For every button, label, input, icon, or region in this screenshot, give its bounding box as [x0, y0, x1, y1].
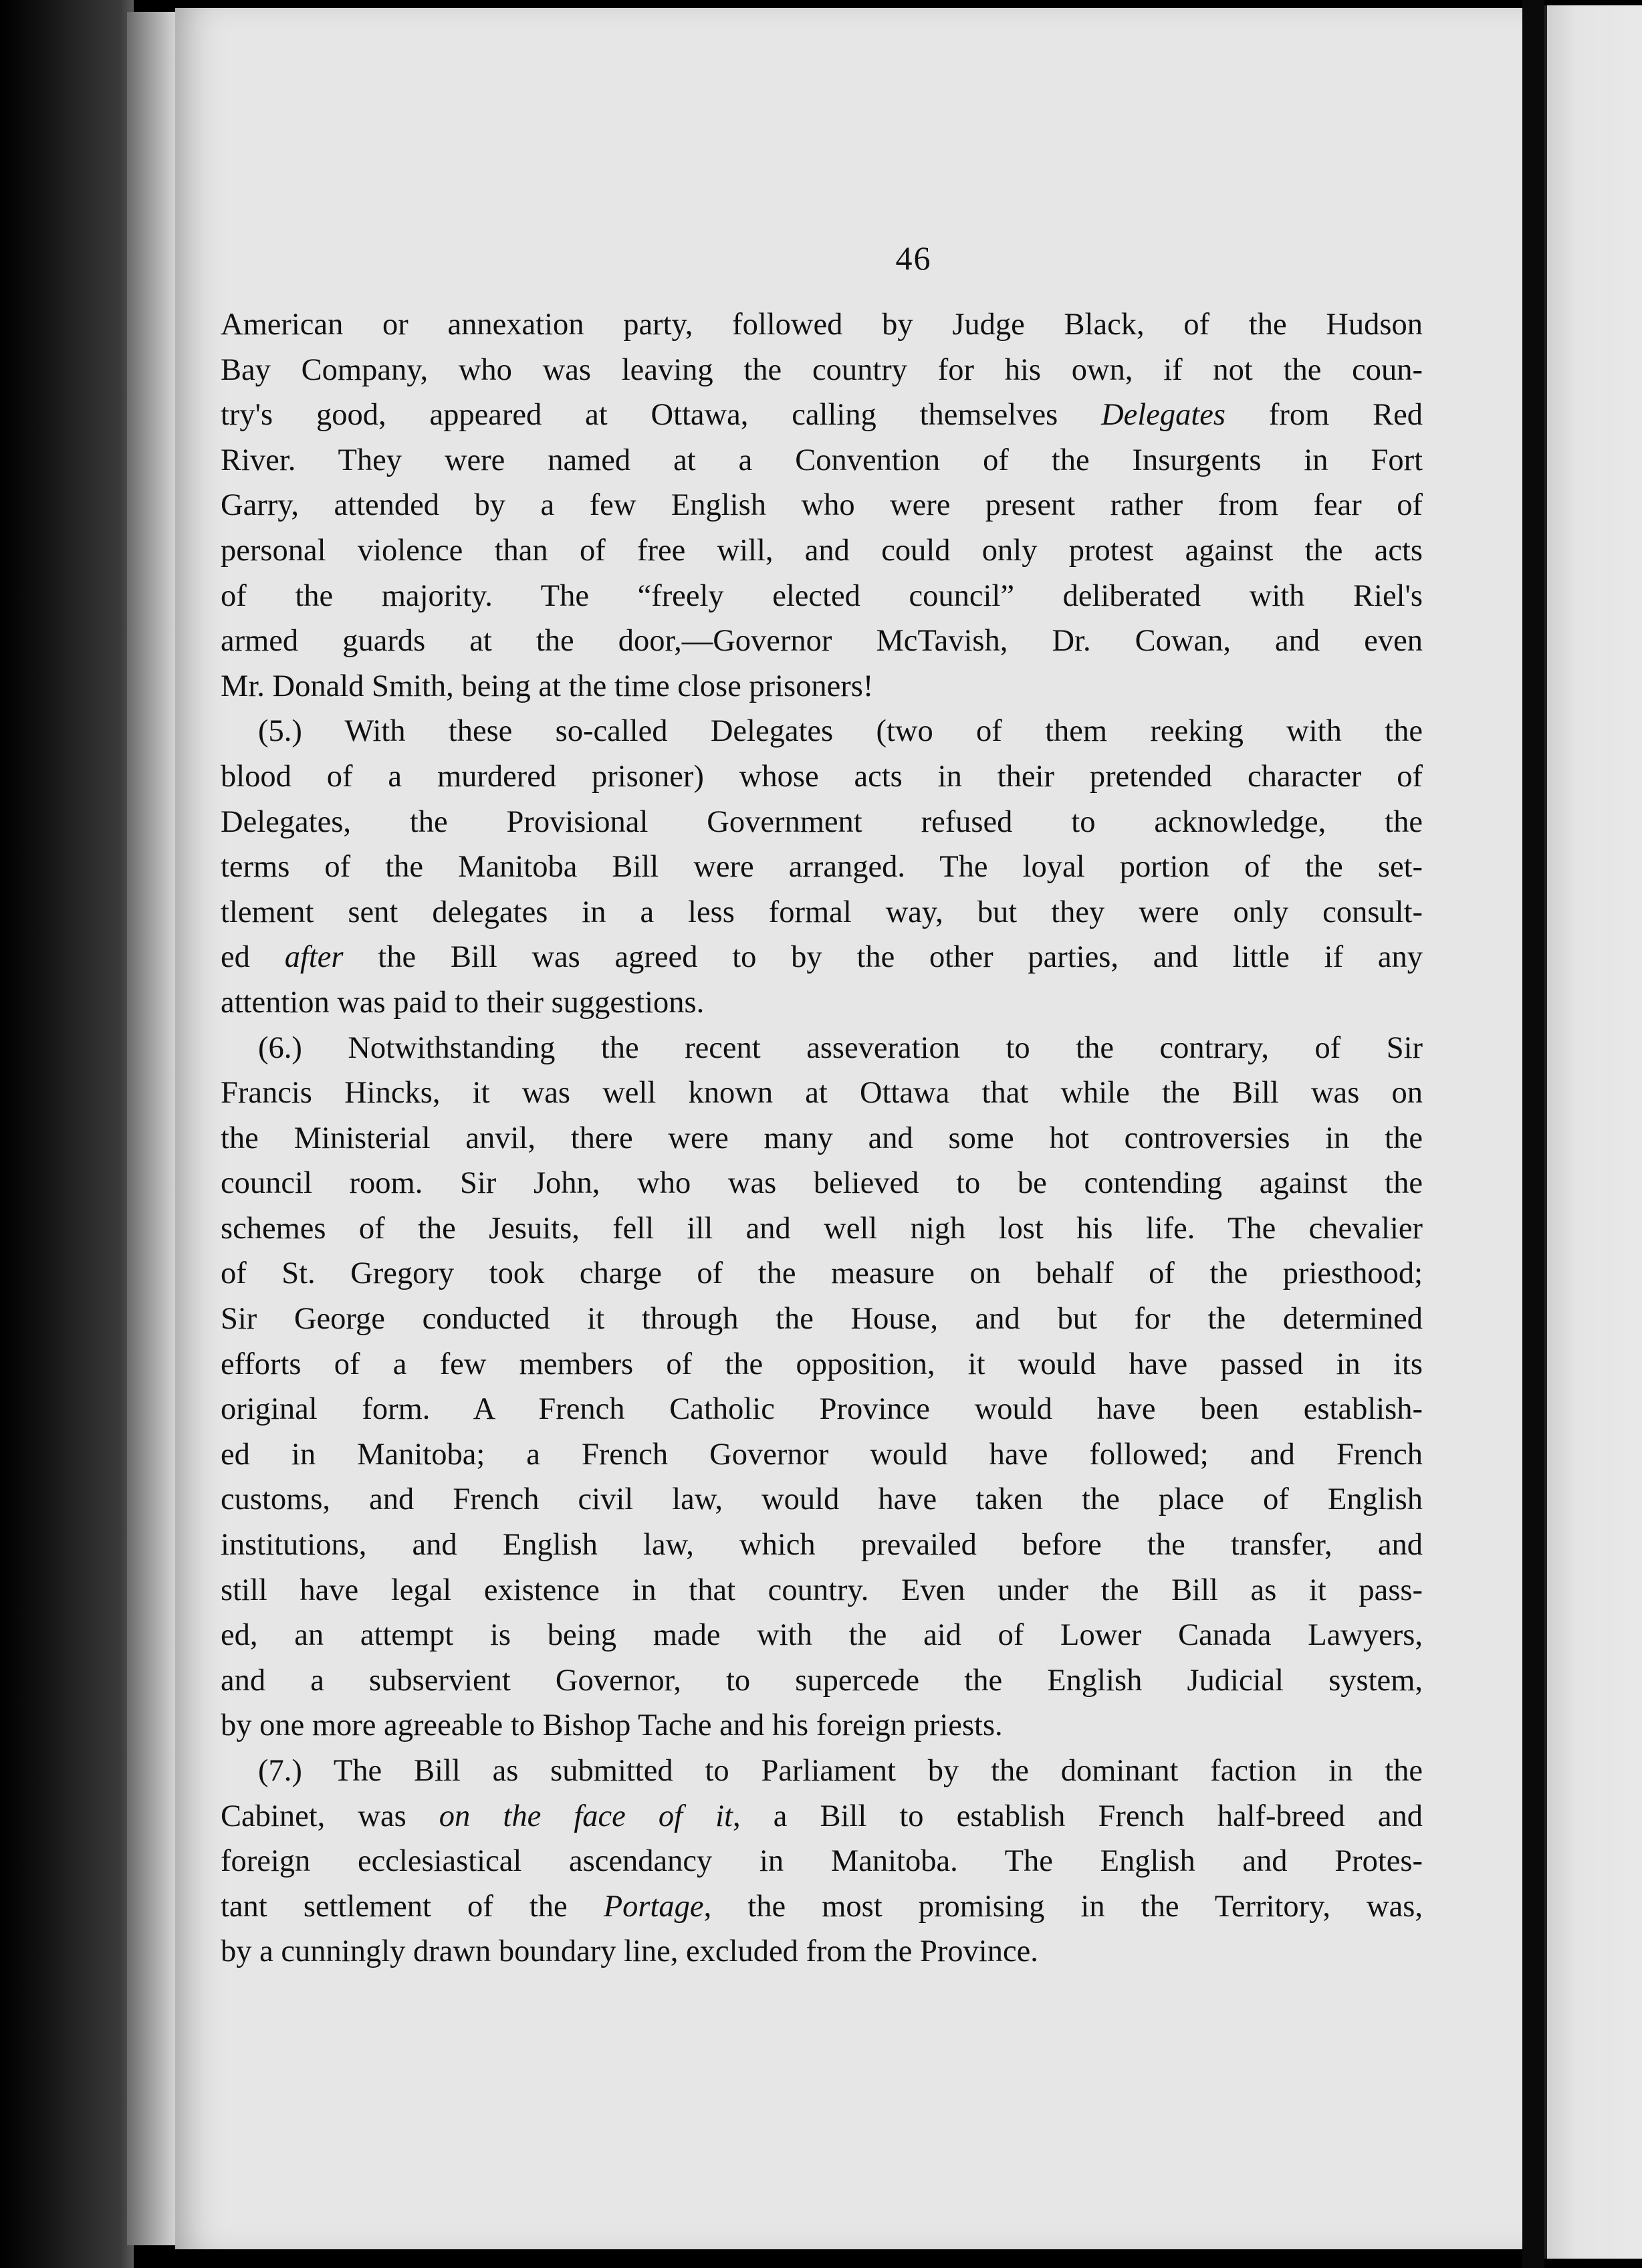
text-line: tant settlement of the Portage, the most promising in the Territory, was,: [221, 1889, 1423, 1924]
text-line: Garry, attended by a few English who were present rather from fear of: [221, 488, 1423, 523]
text-line: ed in Manitoba; a French Governor would have followed; and French: [221, 1437, 1423, 1472]
text-line: institutions, and English law, which prevailed before the transfer, and: [221, 1528, 1423, 1563]
text-line: (7.) The Bill as submitted to Parliament by the dominant faction in the: [258, 1754, 1423, 1788]
scan-left-margin: [0, 0, 134, 2268]
paragraph-p1: [221, 302, 1423, 709]
text-line: try's good, appeared at Ottawa, calling themselves Delegates from Red: [221, 398, 1423, 433]
text-line: council room. Sir John, who was believed to be contending against the: [221, 1166, 1423, 1201]
text-line: efforts of a few members of the opposition, it would have passed in its: [221, 1347, 1423, 1381]
adjacent-page-edge: [1544, 5, 1642, 2259]
page-number: 46: [895, 239, 932, 277]
paragraph-p3: [221, 1026, 1423, 1749]
text-line: ed after the Bill was agreed to by the other parties, and little if any: [221, 940, 1423, 975]
text-line: Sir George conducted it through the House, and but for the determined: [221, 1302, 1423, 1337]
text-line: the Ministerial anvil, there were many and some hot controversies in the: [221, 1121, 1423, 1155]
text-line: River. They were named at a Convention of the Insurgents in Fort: [221, 443, 1423, 477]
text-line: ed, an attempt is being made with the aid of Lower Canada Lawyers,: [221, 1618, 1423, 1653]
text-line: Mr. Donald Smith, being at the time close prisoners!: [221, 669, 874, 703]
body-text: [221, 302, 1423, 1974]
text-line: of the majority. The “freely elected council” deliberated with Riel's: [221, 578, 1423, 613]
text-line: and a subservient Governor, to supercede the English Judicial system,: [221, 1663, 1423, 1698]
text-line: customs, and French civil law, would have taken the place of English: [221, 1482, 1423, 1517]
text-line: attention was paid to their suggestions.: [221, 985, 705, 1020]
paragraph-p2: [221, 709, 1423, 1025]
page-gap: [1522, 0, 1544, 2268]
text-line: schemes of the Jesuits, fell ill and well nigh lost his life. The chevalier: [221, 1211, 1423, 1246]
text-line: by a cunningly drawn boundary line, excluded from the Province.: [221, 1934, 1038, 1969]
text-line: Francis Hincks, it was well known at Ottawa that while the Bill was on: [221, 1076, 1423, 1111]
book-gutter: [127, 12, 181, 2245]
text-line: Bay Company, who was leaving the country for his own, if not the coun-: [221, 352, 1423, 387]
text-line: (5.) With these so-called Delegates (two of them reeking with the: [258, 714, 1423, 749]
text-line: Cabinet, was on the face of it, a Bill to establish French half-breed and: [221, 1799, 1423, 1833]
text-line: tlement sent delegates in a less formal way, but they were only consult-: [221, 895, 1423, 929]
text-line: (6.) Notwithstanding the recent asseveration to the contrary, of Sir: [258, 1030, 1423, 1065]
text-line: armed guards at the door,—Governor McTavish, Dr. Cowan, and even: [221, 624, 1423, 659]
text-line: American or annexation party, followed by Judge Black, of the Hudson: [221, 308, 1423, 342]
text-line: foreign ecclesiastical ascendancy in Manitoba. The English and Protes-: [221, 1844, 1423, 1879]
text-line: of St. Gregory took charge of the measure on behalf of the priesthood;: [221, 1256, 1423, 1291]
text-line: by one more agreeable to Bishop Tache and his foreign priests.: [221, 1708, 1003, 1743]
text-line: original form. A French Catholic Province would have been establish-: [221, 1392, 1423, 1427]
text-line: blood of a murdered prisoner) whose acts in their pretended character of: [221, 759, 1423, 794]
text-line: terms of the Manitoba Bill were arranged. The loyal portion of the set-: [221, 850, 1423, 885]
text-line: personal violence than of free will, and could only protest against the acts: [221, 533, 1423, 568]
text-line: still have legal existence in that country. Even under the Bill as it pass-: [221, 1573, 1423, 1607]
paragraph-p4: [221, 1748, 1423, 1974]
text-line: Delegates, the Provisional Government refused to acknowledge, the: [221, 804, 1423, 839]
